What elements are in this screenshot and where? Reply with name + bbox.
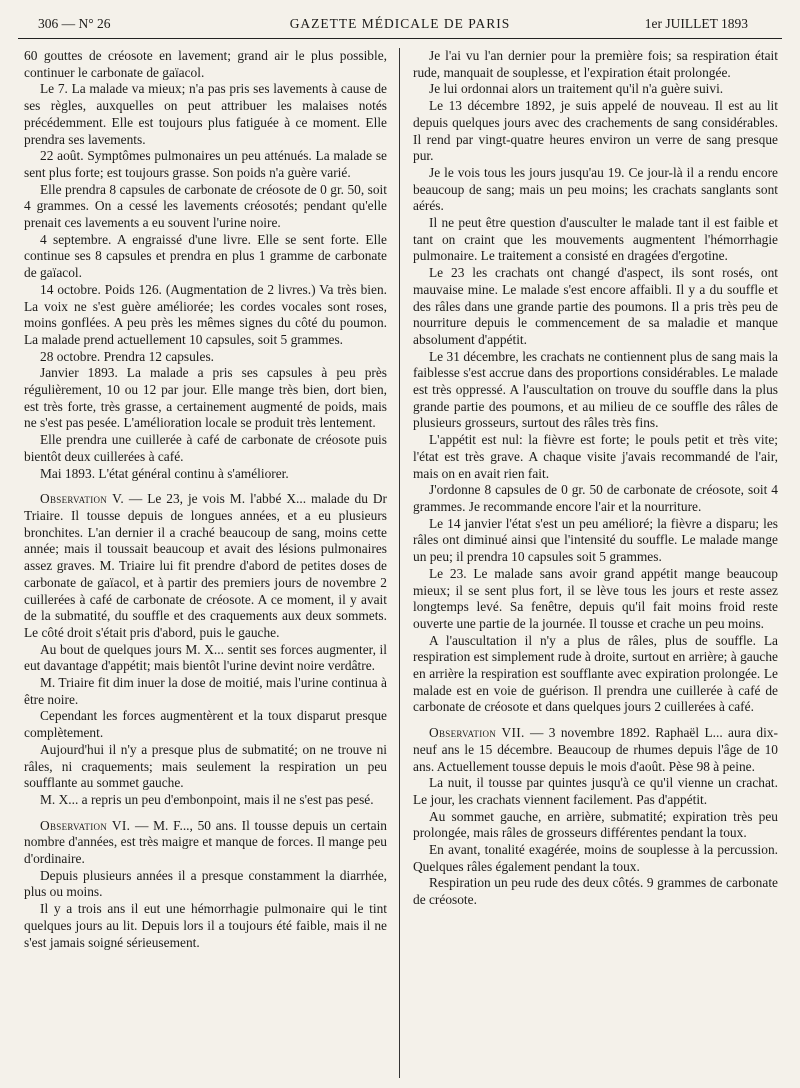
paragraph: Respiration un peu rude des deux côtés. 9 grammes de carbonate de créosote. bbox=[413, 875, 778, 908]
page-number: 306 — N° 26 bbox=[38, 16, 111, 31]
observation-vii bbox=[413, 725, 778, 775]
paragraph: Il y a trois ans il eut une hémorrhagie pulmonaire qui le tint quelques jours au lit. Depuis lors il a toujours été faible, mais il ne s'est jamais soigné sérieusement. bbox=[24, 901, 387, 950]
paragraph: A l'auscultation il n'y a plus de râles, plus de souffle. La respiration est simplement rude à droite, surtout en arrière; à gauche en arrière la respiration est soufflante avec expiration prolongée. Le malade est en voie de guérison. Il prendra une cuillerée à café de carbonate de créosote et dans quelques jours 2 cuillerées à café. bbox=[413, 632, 778, 715]
observation-label: Observation V. bbox=[40, 491, 124, 507]
paragraph: Elle prendra 8 capsules de carbonate de créosote de 0 gr. 50, soit 4 grammes. On a cessé les lavements créosotés; pendant qu'elle prenait ces lavements a eu souvent l'urine noire. bbox=[24, 181, 387, 231]
paragraph: Janvier 1893. La malade a pris ses capsules à peu près régulièrement, 10 ou 12 par jour. Elle mange très bien, dort bien, est très forte, très grasse, a certainement augmenté de poids, mais ne s'est pas pesée. L'amélioration locale se produit très lentement. bbox=[24, 365, 387, 431]
observation-v bbox=[24, 491, 387, 641]
paragraph: Le 23 les crachats ont changé d'aspect, ils sont rosés, ont mauvaise mine. Le malade s'est encore affaibli. Il y a du souffle et des râles dans une grande partie des poumons. Il a pris très peu de nourriture depuis le commencement de sa maladie et manque absolument d'appétit. bbox=[413, 265, 778, 347]
paragraph: Le 31 décembre, les crachats ne contiennent plus de sang mais la faiblesse s'est accrue dans des proportions considérables. Le malade est très oppressé. A l'auscultation on trouve du souffle dans la plus grande partie des poumons, et au milieu de ce souffle des râles de plusieurs grosseurs, surtout des râles très fins. bbox=[413, 348, 778, 431]
paragraph: Mai 1893. L'état général continu à s'améliorer. bbox=[40, 465, 289, 481]
paragraph: La nuit, il tousse par quintes jusqu'à ce qu'il vienne un crachat. Le jour, les crachats viennent facilement. Pas d'appétit. bbox=[413, 775, 778, 807]
right-column bbox=[413, 48, 778, 1078]
paragraph: M. Triaire fit dim inuer la dose de moitié, mais l'urine continua à être noire. bbox=[24, 675, 387, 707]
observation-label: Observation VI. bbox=[40, 817, 131, 833]
paragraph: Depuis plusieurs années il a presque constamment la diarrhée, plus ou moins. bbox=[24, 867, 387, 900]
paragraph: Le 7. La malade va mieux; n'a pas pris ses lavements à cause de ses règles, auxquelles on peut attribuer les malaises notés précédemment. Elle est toujours plus fatiguée à ce moment. Elle prendra ses lavements. bbox=[24, 81, 387, 147]
paragraph: Elle prendra une cuillerée à café de carbonate de créosote puis bientôt deux cuillerées à café. bbox=[24, 432, 387, 464]
paragraph: M. X... a repris un peu d'embonpoint, mais il ne s'est pas pesé. bbox=[40, 791, 374, 807]
observation-text: — Le 23, je vois M. l'abbé X... malade du Dr Triaire. Il tousse depuis de longues années, et a eu plusieurs bronchites. L'an dernier il a craché beaucoup de sang, moins cette année; mais il toussait beaucoup et avait des lésions pulmonaires assez graves. M. Triaire lui fit prendre d'abord de petites doses de carbonate de gaïacol, et à partir des premiers jours de novembre 2 cuillerées à café de carbonate de créosote. A ce moment, il y avait de la submatité, du souffle et des craquements aux deux sommets. Le côté droit s'était pris d'abord, puis le gauche. bbox=[24, 491, 387, 640]
paragraph: Je le vois tous les jours jusqu'au 19. Ce jour-là il a rendu encore beaucoup de sang; mais un peu moins; les crachats sanglants sont aérés. bbox=[413, 164, 778, 214]
paragraph: 22 août. Symptômes pulmonaires un peu atténués. La malade se sent plus forte; est toujours grasse. Son poids n'a guère varié. bbox=[24, 148, 387, 180]
paragraph: 28 octobre. Prendra 12 capsules. bbox=[40, 348, 215, 364]
paragraph: Au bout de quelques jours M. X... sentit ses forces augmenter, il eut davantage d'appétit; mais bientôt l'urine devint noire verdâtre. bbox=[24, 641, 387, 674]
issue-date: 1er JUILLET 1893 bbox=[644, 16, 748, 31]
left-column bbox=[24, 48, 387, 1078]
paragraph: Aujourd'hui il n'y a presque plus de submatité; on ne trouve ni râles, ni craquements; mais seulement la respiration un peu soufflante au sommet gauche. bbox=[24, 741, 387, 791]
journal-title: GAZETTE MÉDICALE DE PARIS bbox=[289, 16, 511, 31]
paragraph: 14 octobre. Poids 126. (Augmentation de 2 livres.) Va très bien. La voix ne s'est guère améliorée; les cordes vocales sont roses, moins gonflées. A peu près les mêmes signes du côté du poumon. La malade prend actuellement 10 capsules, soit 5 grammes. bbox=[24, 281, 387, 347]
page-header bbox=[18, 8, 782, 39]
paragraph: Au sommet gauche, en arrière, submatité; expiration très peu prolongée, mais râles de grosseurs différentes pendant la toux. bbox=[413, 808, 778, 841]
paragraph: Le 14 janvier l'état s'est un peu amélioré; la fièvre a disparu; les râles ont diminué ainsi que l'intensité du souffle. Le malade mange un peu; il prendra 10 capsules soit 5 grammes. bbox=[413, 515, 778, 565]
paragraph: 60 gouttes de créosote en lavement; grand air le plus possible, continuer le carbonate de gaïacol. bbox=[24, 48, 387, 80]
paragraph: Le 13 décembre 1892, je suis appelé de nouveau. Il est au lit depuis quelques jours avec des crachements de sang considérables. Il rend par vingt-quatre heures environ un verre de sang presque pur. bbox=[413, 98, 778, 164]
column-divider bbox=[399, 48, 400, 1078]
observation-vi bbox=[24, 818, 387, 868]
paragraph: Cependant les forces augmentèrent et la toux disparut presque complètement. bbox=[24, 708, 387, 741]
paragraph: Le 23. Le malade sans avoir grand appétit mange beaucoup mieux; il se sent plus fort, il se lève tous les jours et reste assez longtemps levé. Sa fenêtre, depuis qu'il fait moins froid reste ouverte une partie de la journée. Il tousse et crache un peu moins. bbox=[413, 565, 778, 631]
paragraph: L'appétit est nul: la fièvre est forte; le pouls petit et très vite; l'état est très grave. A chaque visite j'avais recommandé de l'air, mais on en avait rien fait. bbox=[413, 432, 778, 481]
observation-text: — M. F..., 50 ans. Il tousse depuis un certain nombre d'années, est très maigre et manque de forces. Il mange peu d'ordinaire. bbox=[24, 817, 387, 867]
paragraph: 4 septembre. A engraissé d'une livre. Elle se sent forte. Elle continue ses 8 capsules et prendra en plus 1 gramme de carbonate de gaïacol. bbox=[24, 231, 387, 281]
paragraph: Je lui ordonnai alors un traitement qu'il n'a guère suivi. bbox=[429, 81, 724, 97]
paragraph: J'ordonne 8 capsules de 0 gr. 50 de carbonate de créosote, soit 4 grammes. Je recommande encore l'air et la nourriture. bbox=[413, 482, 778, 514]
paragraph: Il ne peut être question d'ausculter le malade tant il est faible et tant on craint que les mouvements augmentent l'hémorrhagie pulmonaire. Le traitement a consisté en dragées d'ergotine. bbox=[413, 215, 778, 264]
paragraph: En avant, tonalité exagérée, moins de souplesse à la percussion. Quelques râles également pendant la toux. bbox=[413, 842, 778, 874]
observation-text: — 3 novembre 1892. Raphaël L... aura dix-neuf ans le 15 décembre. Beaucoup de rhumes depuis l'âge de 10 ans. Actuellement tousse depuis le mois d'août. Pèse 98 à peine. bbox=[413, 725, 778, 774]
observation-label: Observation VII. bbox=[429, 725, 525, 741]
paragraph: Je l'ai vu l'an dernier pour la première fois; sa respiration était rude, manquait de souplesse, et l'expiration était prolongée. bbox=[413, 48, 778, 80]
